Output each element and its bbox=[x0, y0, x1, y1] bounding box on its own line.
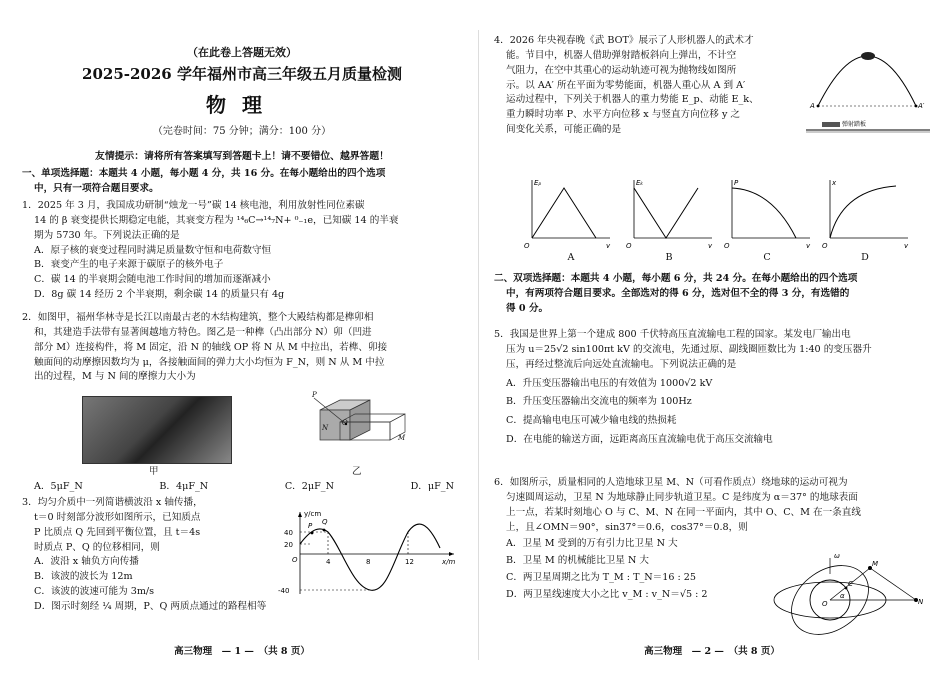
q4-option-b: B bbox=[665, 252, 673, 263]
question-1: 1．2025 年 3 月，我国成功研制“烛龙一号”碳 14 核电池，利用放射性同位素碳 14 的 β 衰变提供长期稳定电能，其衰变方程为 ¹⁴₆C→¹⁴₇N+ ⁰₋₁e，已知碳 14 的半衰 期为 5730 年。下列说法正确的是 A．原子核的衰变过程同时满足质量数守恒和电荷数守恒 B．衰变产生的电子来源于碳原子的核外电子 C．碳 14 的半衰期会随电池工作时间的增加而逐渐减小 D．8g 碳 14 经历 2 个半衰期，剩余碳 14 的质量只有 4g bbox=[22, 199, 462, 303]
trajectory-figure bbox=[806, 36, 930, 140]
q4c-origin: O bbox=[724, 242, 730, 248]
footer-left: 高三物理 — 1 — （共 8 页） bbox=[174, 646, 310, 657]
sat-label-m: M bbox=[872, 560, 879, 568]
q4a-xlabel: y bbox=[606, 242, 611, 248]
q6-option-c: C．两卫星周期之比为 T_M : T_N＝16 : 25 bbox=[506, 572, 697, 584]
question-4: 4．2026 年央视春晚《武 BOT》展示了人形机器人的武术才 能。节目中，机器人借助弹射踏板斜向上弹出，不计空 气阻力，在空中其重心的运动轨迹可视为抛物线如图所 示。以 AA′ 所在平面为零势能面，机器人重心从 A 到 A′ 运动过程中，下列关于机器人的重力势能 E_p、动能 E_k、 重力瞬时功率 P、水平方向位移 x 与竖直方向位移 y 之 间变化关系，可能正确的是 bbox=[494, 35, 759, 136]
q4b-ylabel: Eₖ bbox=[636, 179, 644, 187]
q4-option-labels bbox=[522, 251, 914, 266]
q2-option-d: D．μF_N bbox=[410, 481, 454, 492]
traj-label-a: A bbox=[810, 102, 815, 110]
traj-label-pad: 弹射踏板 bbox=[842, 121, 867, 128]
footer-right: 高三物理 — 2 — （共 8 页） bbox=[644, 646, 780, 657]
fig-label-yi: 乙 bbox=[352, 466, 362, 477]
q4d-xlabel: y bbox=[904, 242, 909, 248]
q4-graph-a bbox=[522, 176, 614, 248]
exam-title: 2025-2026 学年福州市高三年级五月质量检测 bbox=[82, 65, 402, 83]
wave-ytick-40: 40 bbox=[284, 529, 293, 537]
wave-xtick-12: 12 bbox=[405, 558, 414, 566]
section2-heading: 二、双项选择题：本题共 4 小题，每小题 6 分，共 24 分。在每小题给出的四个选项 中，有两项符合题目要求。全部选对的得 6 分，选对但不全的得 3 分，有选错的 得 0 分。 bbox=[494, 273, 858, 314]
q5-option-d: D．在电能的输送方面，远距离高压直流输电优于高压交流输电 bbox=[506, 434, 773, 446]
q4-graph-b bbox=[624, 176, 716, 248]
wave-xlabel: x/m bbox=[442, 558, 456, 566]
label-p: P bbox=[312, 391, 317, 399]
subject-title: 物理 bbox=[206, 93, 278, 117]
satellite-figure bbox=[770, 544, 926, 640]
fig-label-jia: 甲 bbox=[149, 466, 159, 477]
friendly-tip: 友情提示：请将所有答案填写到答题卡上！请不要错位、越界答题！ bbox=[95, 151, 389, 162]
wave-ytick-neg40: -40 bbox=[278, 587, 290, 595]
sat-label-n: N bbox=[918, 598, 924, 606]
label-o: O bbox=[342, 419, 348, 427]
q3-option-d: D．图示时刻经 ¼ 周期，P、Q 两质点通过的路程相等 bbox=[34, 601, 267, 613]
sat-label-o: O bbox=[822, 600, 828, 608]
question-6: 6．如图所示，质量相同的人造地球卫星 M、N（可看作质点）绕地球的运动可视为 匀速圆周运动，卫星 N 为地球静止同步轨道卫星。C 是纬度为 α＝37° 的地球表面 上一点，若某时刻地心 O 与 C、M、N 在同一平面内，其中 O、C、M 在一条直线 上，且∠OMN＝90°，sin37°＝0.6，cos37°＝0.8，则 A．卫星 M 受到的万有引力比卫星 N 大 B．卫星 M 的机械能比卫星 N 大 C．两卫星周期之比为 T_M : T_N＝16 : 25 D．两卫星线速度大小之比 v_M : v_N＝√5 : 2 bbox=[494, 476, 930, 603]
q1-option-b: B．衰变产生的电子来源于碳原子的核外电子 bbox=[34, 259, 224, 271]
q2-option-b: B．4μF_N bbox=[159, 481, 209, 492]
q4b-xlabel: y bbox=[708, 242, 713, 248]
q4a-origin: O bbox=[524, 242, 530, 248]
q5-option-a: A．升压变压器输出电压的有效值为 1000√2 kV bbox=[506, 377, 713, 389]
label-m: M bbox=[398, 434, 406, 442]
traj-label-a-prime: A′ bbox=[918, 102, 925, 110]
sat-label-c: C bbox=[848, 580, 853, 588]
q3-option-a: A．波沿 x 轴负方向传播 bbox=[34, 556, 139, 568]
question-2: 2．如图甲，福州华林寺是长江以南最古老的木结构建筑，整个大殿结构都是榫卯相 和，其建造手法带有显著闽越地方特色。图乙是一种榫（凸出部分 N）卯（凹进 部分 M）连接构件，将 M 固定，沿 N 的轴线 OP 将 N 从 M 中拉出，若榫、卯接 触面间的动摩擦因数均为 μ，各接触面间的弹力大小均恒为 F_N，则 N 从 M 中拉 出的过程，M 与 N 间的摩擦力大小为 bbox=[22, 312, 388, 383]
q2-options bbox=[34, 480, 454, 495]
q6-option-b: B．卫星 M 的机械能比卫星 N 大 bbox=[506, 555, 649, 567]
q1-option-d: D．8g 碳 14 经历 2 个半衰期，剩余碳 14 的质量只有 4g bbox=[34, 289, 285, 301]
q2-option-a: A．5μF_N bbox=[34, 481, 83, 492]
wave-origin: O bbox=[292, 556, 298, 564]
q1-option-c: C．碳 14 的半衰期会随电池工作时间的增加而逐渐减小 bbox=[34, 274, 271, 286]
wave-graph bbox=[272, 508, 462, 600]
column-divider bbox=[478, 30, 479, 660]
q4d-origin: O bbox=[822, 242, 828, 248]
section1-heading: 一、单项选择题：本题共 4 小题，每小题 4 分，共 16 分。在每小题给出的四个选项 中，只有一项符合题目要求。 bbox=[22, 168, 386, 194]
q4b-origin: O bbox=[626, 242, 632, 248]
left-column bbox=[22, 0, 462, 675]
q2-option-c: C．2μF_N bbox=[284, 481, 334, 492]
q4c-xlabel: y bbox=[806, 242, 811, 248]
q6-option-a: A．卫星 M 受到的万有引力比卫星 N 大 bbox=[506, 538, 678, 550]
q4a-ylabel: Eₚ bbox=[534, 179, 542, 187]
wave-xtick-8: 8 bbox=[366, 558, 371, 566]
q6-option-d: D．两卫星线速度大小之比 v_M : v_N＝√5 : 2 bbox=[506, 589, 708, 601]
q4-graph-d bbox=[820, 176, 912, 248]
wave-label-q: Q bbox=[322, 518, 328, 526]
q3-option-c: C．该波的波速可能为 3m/s bbox=[34, 586, 155, 598]
exam-info: （完卷时间：75 分钟；满分：100 分） bbox=[152, 126, 332, 137]
sat-label-omega: ω bbox=[834, 552, 840, 560]
wave-ylabel: y/cm bbox=[304, 510, 322, 518]
q4d-ylabel: x bbox=[832, 179, 837, 187]
label-n: N bbox=[322, 424, 329, 432]
wave-xtick-4: 4 bbox=[326, 558, 331, 566]
q4c-ylabel: P bbox=[734, 179, 739, 187]
notice: （在此卷上答题无效） bbox=[187, 46, 297, 59]
question-5: 5．我国是世界上第一个建成 800 千伏特高压直流输电工程的国家。某发电厂输出电 压为 u＝25√2 sin100πt kV 的交流电，先通过原、副线圈匝数比为 1:40 的变压器升 压，再经过整流后向远处直流输电。下列说法正确的是 A．升压变压器输出电压的有效值为 1000√2 kV B．升压变压器输出交流电的频率为 100Hz C．提高输电电压可减少输电线的热损耗 D．在电能的输送方面，远距离高压直流输电优于高压交流输电 bbox=[494, 328, 930, 448]
q3-option-b: B．该波的波长为 12m bbox=[34, 571, 133, 583]
temple-photo bbox=[82, 396, 232, 464]
question-3: 3．均匀介质中一列简谐横波沿 x 轴传播， t＝0 时刻部分波形如图所示，已知质点 P 比质点 Q 先回到平衡位置，且 t＝4s 时质点 P、Q 的位移相同，则 A．波沿 x 轴负方向传播 B．该波的波长为 12m C．该波的波速可能为 3m/s D．图示时刻经 ¼ 周期，P、Q 两质点通过的路程相等 bbox=[22, 496, 462, 615]
wave-label-p: P bbox=[308, 522, 313, 530]
q4-option-c: C bbox=[763, 252, 771, 263]
q4-option-a: A bbox=[567, 252, 575, 263]
q4-graph-c bbox=[722, 176, 814, 248]
q4-option-d: D bbox=[861, 252, 869, 263]
q5-option-b: B．升压变压器输出交流电的频率为 100Hz bbox=[506, 396, 692, 408]
q1-option-a: A．原子核的衰变过程同时满足质量数守恒和电荷数守恒 bbox=[34, 244, 272, 256]
wave-ytick-20: 20 bbox=[284, 541, 293, 549]
q5-option-c: C．提高输电电压可减少输电线的热损耗 bbox=[506, 415, 677, 427]
sat-label-alpha: α bbox=[840, 592, 845, 600]
right-column bbox=[494, 0, 930, 675]
